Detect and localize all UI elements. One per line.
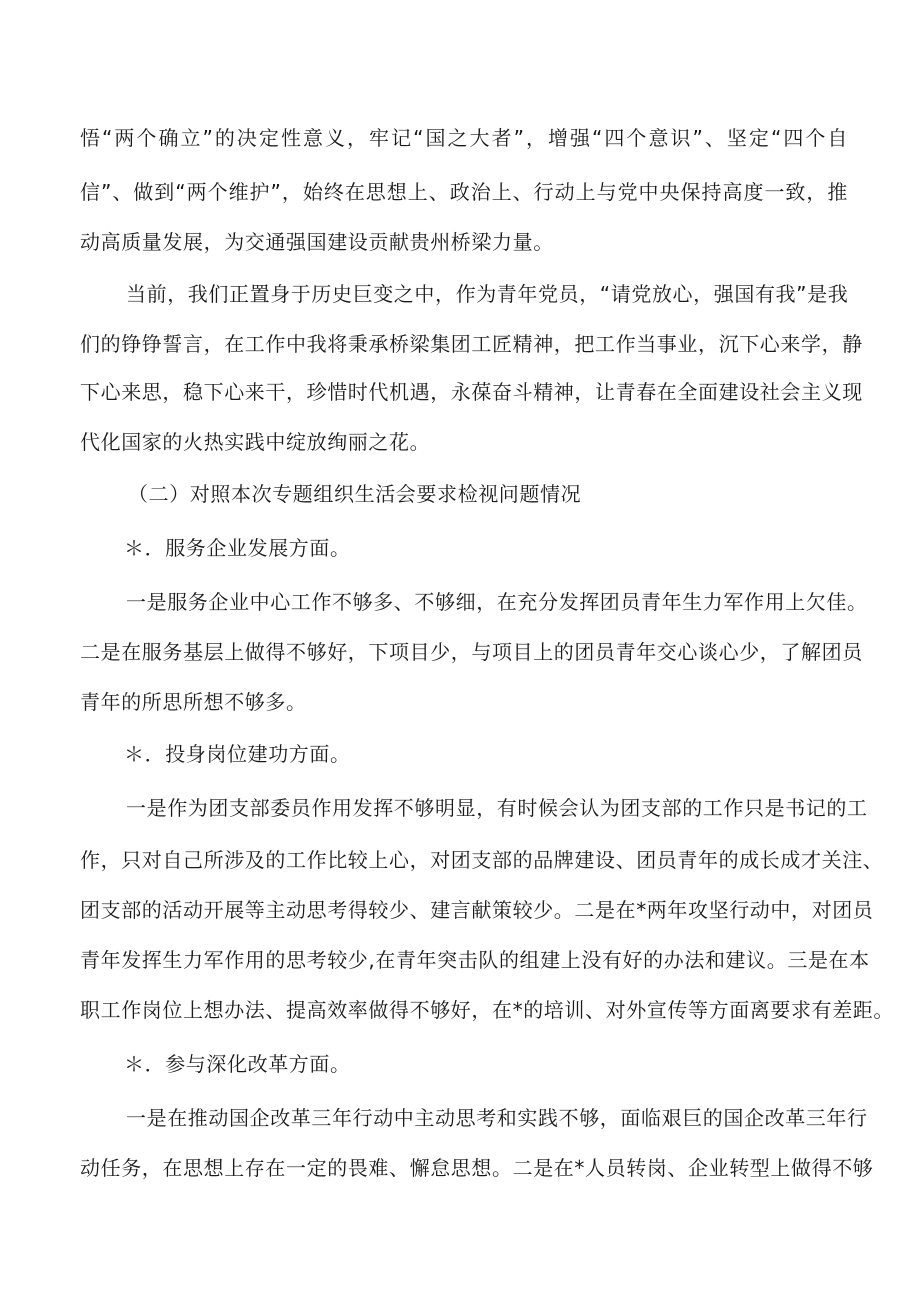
paragraph-line: 动任务，在思想上存在一定的畏难、懈怠思想。二是在*人员转岗、企业转型上做得不够	[80, 1156, 874, 1180]
paragraph-line: 青年的所思所想不够多。	[80, 690, 307, 714]
subsection-heading: ＊．参与深化改革方面。	[124, 1052, 351, 1076]
paragraph-line: 悟“两个确立”的决定性意义，牢记“国之大者”，增强“四个意识”、坚定“四个自	[80, 126, 848, 150]
subsection-heading: ＊．投身岗位建功方面。	[124, 742, 351, 766]
paragraph-line: 们的铮铮誓言，在工作中我将秉承桥梁集团工匠精神，把工作当事业，沉下心来学，静	[80, 332, 863, 356]
paragraph-line: 青年发挥生力军作用的思考较少,在青年突击队的组建上没有好的办法和建议。三是在本	[80, 948, 870, 972]
paragraph-line: 职工作岗位上想办法、提高效率做得不够好，在*的培训、对外宣传等方面离要求有差距。	[80, 998, 894, 1022]
paragraph-line: 信”、做到“两个维护”，始终在思想上、政治上、行动上与党中央保持高度一致，推	[80, 180, 848, 204]
paragraph-line: 二是在服务基层上做得不够好，下项目少，与项目上的团员青年交心谈心少，了解团员	[80, 640, 863, 664]
paragraph-line: 代化国家的火热实践中绽放绚丽之花。	[80, 430, 431, 454]
paragraph-line: 一是作为团支部委员作用发挥不够明显，有时候会认为团支部的工作只是书记的工	[126, 796, 868, 820]
paragraph-line: 动高质量发展，为交通强国建设贡献贵州桥梁力量。	[80, 230, 554, 254]
subsection-heading: ＊．服务企业发展方面。	[124, 536, 351, 560]
paragraph-line: 一是服务企业中心工作不够多、不够细，在充分发挥团员青年生力军作用上欠佳。	[126, 590, 868, 614]
paragraph-line: 团支部的活动开展等主动思考得较少、建言献策较少。二是在*两年攻坚行动中，对团员	[80, 898, 874, 922]
paragraph-line: 当前，我们正置身于历史巨变之中，作为青年党员，“请党放心，强国有我”是我	[126, 282, 849, 306]
paragraph-line: 一是在推动国企改革三年行动中主动思考和实践不够，面临艰巨的国企改革三年行	[126, 1106, 868, 1130]
paragraph-line: 作，只对自己所涉及的工作比较上心，对团支部的品牌建设、团员青年的成长成才关注、	[80, 848, 884, 872]
paragraph-line: 下心来思，稳下心来干，珍惜时代机遇，永葆奋斗精神，让青春在全面建设社会主义现	[80, 380, 863, 404]
section-heading: （二）对照本次专题组织生活会要求检视问题情况	[128, 482, 582, 506]
